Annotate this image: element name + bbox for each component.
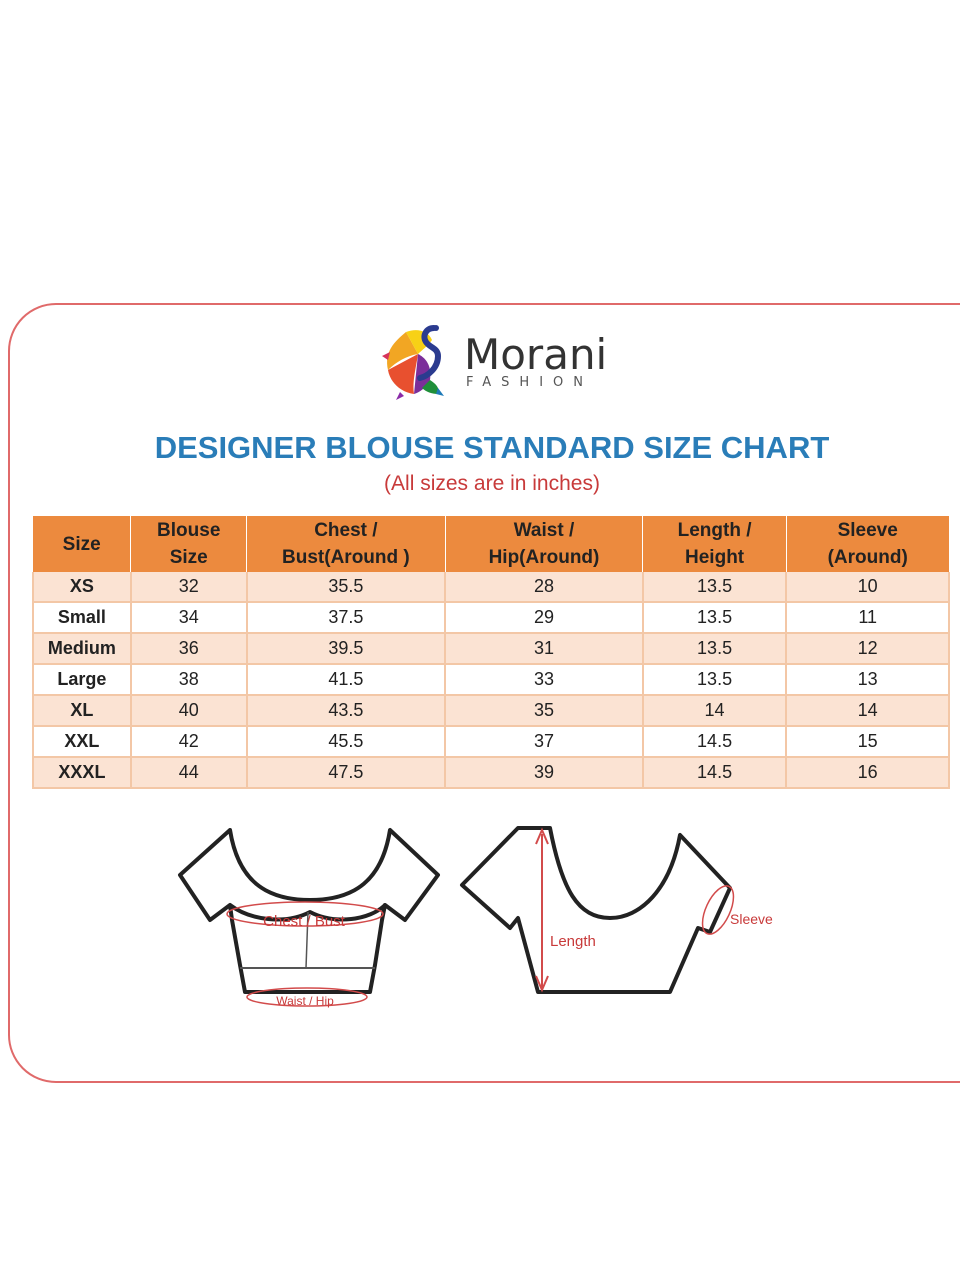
cell-waist: 35 <box>445 695 643 726</box>
cell-size: Large <box>33 664 131 695</box>
cell-blouse-size: 42 <box>131 726 247 757</box>
cell-sleeve: 10 <box>786 572 949 602</box>
cell-chest: 35.5 <box>247 572 446 602</box>
cell-waist: 33 <box>445 664 643 695</box>
cell-length: 14.5 <box>643 726 787 757</box>
table-row <box>33 664 949 695</box>
cell-chest: 43.5 <box>247 695 446 726</box>
cell-waist: 39 <box>445 757 643 788</box>
table-row <box>33 633 949 664</box>
cell-waist: 37 <box>445 726 643 757</box>
brand-name: Morani <box>464 330 608 379</box>
cell-blouse-size: 36 <box>131 633 247 664</box>
back-blouse-outline <box>462 828 730 992</box>
table-row <box>33 602 949 633</box>
cell-length: 14.5 <box>643 757 787 788</box>
waist-hip-label: Waist / Hip <box>276 994 334 1008</box>
cell-blouse-size: 38 <box>131 664 247 695</box>
sleeve-label: Sleeve <box>730 911 773 927</box>
cell-size: XXL <box>33 726 131 757</box>
cell-sleeve: 16 <box>786 757 949 788</box>
blouse-measurement-diagram <box>170 800 790 1020</box>
cell-chest: 45.5 <box>247 726 446 757</box>
cell-chest: 41.5 <box>247 664 446 695</box>
cell-blouse-size: 34 <box>131 602 247 633</box>
cell-blouse-size: 32 <box>131 572 247 602</box>
table-row <box>33 572 949 602</box>
cell-length: 13.5 <box>643 633 787 664</box>
header-waist-hip: Waist / Hip(Around) <box>445 516 643 572</box>
cell-size: XL <box>33 695 131 726</box>
cell-size: XXXL <box>33 757 131 788</box>
size-chart-table <box>32 516 950 789</box>
header-sleeve: Sleeve (Around) <box>786 516 949 572</box>
cell-size: Small <box>33 602 131 633</box>
cell-sleeve: 12 <box>786 633 949 664</box>
length-label: Length <box>550 933 596 950</box>
cell-sleeve: 11 <box>786 602 949 633</box>
brand-subtitle: FASHION <box>466 375 593 390</box>
cell-blouse-size: 40 <box>131 695 247 726</box>
table-row <box>33 695 949 726</box>
table-header-row <box>33 516 949 572</box>
cell-length: 13.5 <box>643 664 787 695</box>
chart-subtitle: (All sizes are in inches) <box>384 472 600 495</box>
header-chest-bust: Chest / Bust(Around ) <box>247 516 446 572</box>
chest-bust-label: Chest / Bust <box>263 913 345 930</box>
cell-size: Medium <box>33 633 131 664</box>
cell-chest: 39.5 <box>247 633 446 664</box>
cell-length: 13.5 <box>643 572 787 602</box>
cell-chest: 47.5 <box>247 757 446 788</box>
cell-size: XS <box>33 572 131 602</box>
table-row <box>33 757 949 788</box>
cell-length: 13.5 <box>643 602 787 633</box>
table-row <box>33 726 949 757</box>
header-blouse-size: Blouse Size <box>131 516 247 572</box>
cell-chest: 37.5 <box>247 602 446 633</box>
header-size: Size <box>33 516 131 572</box>
cell-sleeve: 13 <box>786 664 949 695</box>
cell-waist: 29 <box>445 602 643 633</box>
cell-blouse-size: 44 <box>131 757 247 788</box>
cell-waist: 31 <box>445 633 643 664</box>
header-length-height: Length / Height <box>643 516 787 572</box>
cell-length: 14 <box>643 695 787 726</box>
cell-waist: 28 <box>445 572 643 602</box>
chart-title: DESIGNER BLOUSE STANDARD SIZE CHART <box>154 430 830 465</box>
cell-sleeve: 14 <box>786 695 949 726</box>
cell-sleeve: 15 <box>786 726 949 757</box>
